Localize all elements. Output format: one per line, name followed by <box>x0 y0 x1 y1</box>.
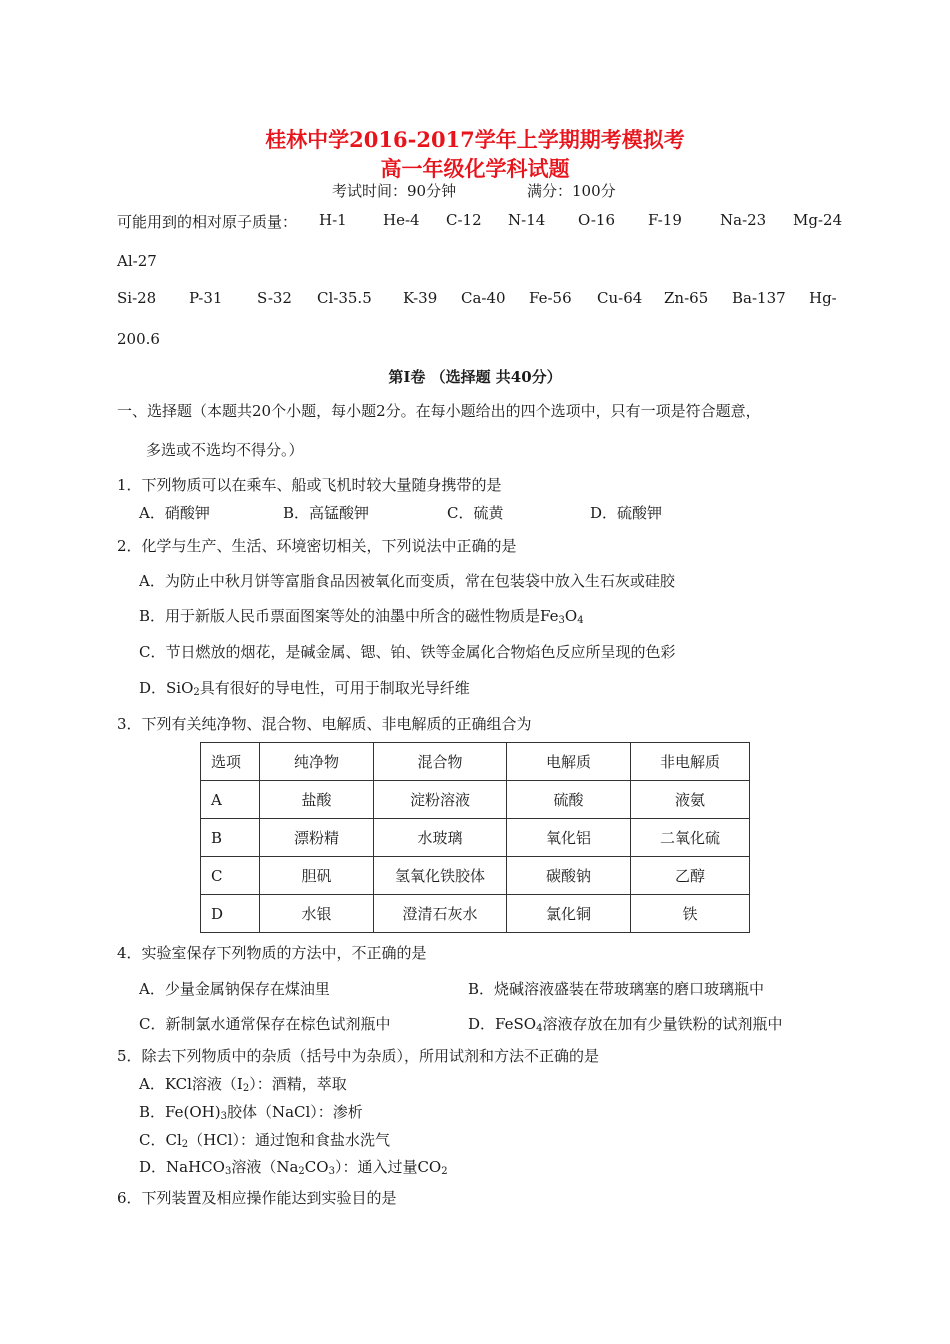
q5-option-b: B．$Fe(OH)_3$胶体（NaCl）：渗析 <box>139 1103 363 1122</box>
table-row <box>201 895 750 933</box>
q2-option-c: C．节日燃放的烟花，是碱金属、锶、铂、铁等金属化合物焰色反应所呈现的色彩 <box>139 643 676 661</box>
mass-item: C-12 <box>446 211 482 229</box>
q4-option-a: A．少量金属钠保存在煤油里 <box>139 980 330 998</box>
q2-option-d: D．SiO$_2$具有很好的导电性，可用于制取光导纤维 <box>139 679 470 698</box>
table-cell: 硫酸 <box>507 781 631 819</box>
q1-option-b: B．高锰酸钾 <box>283 504 370 522</box>
q4-option-c: C．新制氯水通常保存在棕色试剂瓶中 <box>139 1015 391 1033</box>
table-cell: 胆矾 <box>260 857 374 895</box>
mass-item: Ba-137 <box>732 289 786 307</box>
mass-item: Cu-64 <box>597 289 643 307</box>
table-header-row <box>201 743 750 781</box>
table-cell: 水银 <box>260 895 374 933</box>
mass-item: Al-27 <box>117 252 157 270</box>
mass-item: K-39 <box>403 289 438 307</box>
q1-stem: 1．下列物质可以在乘车、船或飞机时较大量随身携带的是 <box>117 476 502 494</box>
table-cell: B <box>201 819 260 857</box>
table-header: 纯净物 <box>260 743 374 781</box>
section-intro-line1: 一、选择题（本题共20个小题，每小题2分。在每小题给出的四个选项中，只有一项是符合题意， <box>117 402 761 420</box>
exam-title-line2: 高一年级化学科试题 <box>380 156 570 181</box>
table-cell: 澄清石灰水 <box>374 895 507 933</box>
table-cell: 铁 <box>631 895 750 933</box>
section-intro-line2: 多选或不选均不得分。） <box>146 441 304 459</box>
table-cell: 盐酸 <box>260 781 374 819</box>
table-header: 混合物 <box>374 743 507 781</box>
mass-item: Si-28 <box>117 289 157 307</box>
table-cell: D <box>201 895 260 933</box>
table-cell: 淀粉溶液 <box>374 781 507 819</box>
table-cell: 碳酸钠 <box>507 857 631 895</box>
atomic-mass-label: 可能用到的相对原子质量： <box>117 213 298 231</box>
section-heading: 第Ⅰ卷 （选择题 共40分） <box>388 368 562 386</box>
q1-option-c: C．硫黄 <box>447 504 504 522</box>
table-row <box>201 857 750 895</box>
exam-title-line1: 桂林中学2016-2017学年上学期期考模拟考 <box>265 127 685 152</box>
q2-stem: 2．化学与生产、生活、环境密切相关，下列说法中正确的是 <box>117 537 517 555</box>
q3-options-table <box>200 742 750 933</box>
table-header: 非电解质 <box>631 743 750 781</box>
table-cell: 氧化铝 <box>507 819 631 857</box>
table-header: 选项 <box>201 743 260 781</box>
mass-item: Ca-40 <box>461 289 506 307</box>
q4-stem: 4．实验室保存下列物质的方法中，不正确的是 <box>117 944 427 962</box>
q5-option-d: D．NaHCO$_3$溶液$(Na_2CO_3)$：通入过量$CO_2$ <box>139 1158 448 1177</box>
table-row <box>201 781 750 819</box>
exam-time: 考试时间：90分钟 <box>332 182 457 200</box>
mass-item: Mg-24 <box>793 211 843 229</box>
q2-option-a: A．为防止中秋月饼等富脂食品因被氧化而变质，常在包装袋中放入生石灰或硅胶 <box>139 572 675 590</box>
q5-option-c: C．$Cl_2(HCl)$：通过饱和食盐水洗气 <box>139 1131 390 1150</box>
mass-item: P-31 <box>189 289 223 307</box>
mass-item: N-14 <box>508 211 546 229</box>
q5-stem: 5．除去下列物质中的杂质（括号中为杂质），所用试剂和方法不正确的是 <box>117 1047 600 1065</box>
mass-item: H-1 <box>319 211 347 229</box>
mass-item: He-4 <box>383 211 420 229</box>
table-cell: 氢氧化铁胶体 <box>374 857 507 895</box>
table-cell: 液氨 <box>631 781 750 819</box>
mass-item: O-16 <box>578 211 616 229</box>
table-cell: 水玻璃 <box>374 819 507 857</box>
q4-option-d: D．FeSO$_4$溶液存放在加有少量铁粉的试剂瓶中 <box>468 1015 783 1034</box>
table-cell: C <box>201 857 260 895</box>
mass-item: 200.6 <box>117 330 160 348</box>
full-score: 满分：100分 <box>527 182 616 200</box>
q5-option-a: A．KCl溶液$(I_2)$：酒精，萃取 <box>139 1075 347 1094</box>
q3-stem: 3．下列有关纯净物、混合物、电解质、非电解质的正确组合为 <box>117 715 532 733</box>
mass-item: Zn-65 <box>664 289 709 307</box>
table-cell: 乙醇 <box>631 857 750 895</box>
mass-item: Hg- <box>809 289 837 307</box>
table-cell: A <box>201 781 260 819</box>
table-cell: 漂粉精 <box>260 819 374 857</box>
q6-stem: 6．下列装置及相应操作能达到实验目的是 <box>117 1189 397 1207</box>
q1-option-a: A．硝酸钾 <box>139 504 210 522</box>
mass-item: S-32 <box>257 289 292 307</box>
mass-item: Fe-56 <box>529 289 572 307</box>
table-cell: 二氧化硫 <box>631 819 750 857</box>
mass-item: F-19 <box>648 211 682 229</box>
q1-option-d: D．硫酸钾 <box>590 504 663 522</box>
table-cell: 氯化铜 <box>507 895 631 933</box>
table-header: 电解质 <box>507 743 631 781</box>
q2-option-b: B．用于新版人民币票面图案等处的油墨中所含的磁性物质是$Fe_3O_4$ <box>139 607 584 626</box>
table-row <box>201 819 750 857</box>
mass-item: Cl-35.5 <box>317 289 372 307</box>
mass-item: Na-23 <box>720 211 767 229</box>
q4-option-b: B．烧碱溶液盛装在带玻璃塞的磨口玻璃瓶中 <box>468 980 765 998</box>
